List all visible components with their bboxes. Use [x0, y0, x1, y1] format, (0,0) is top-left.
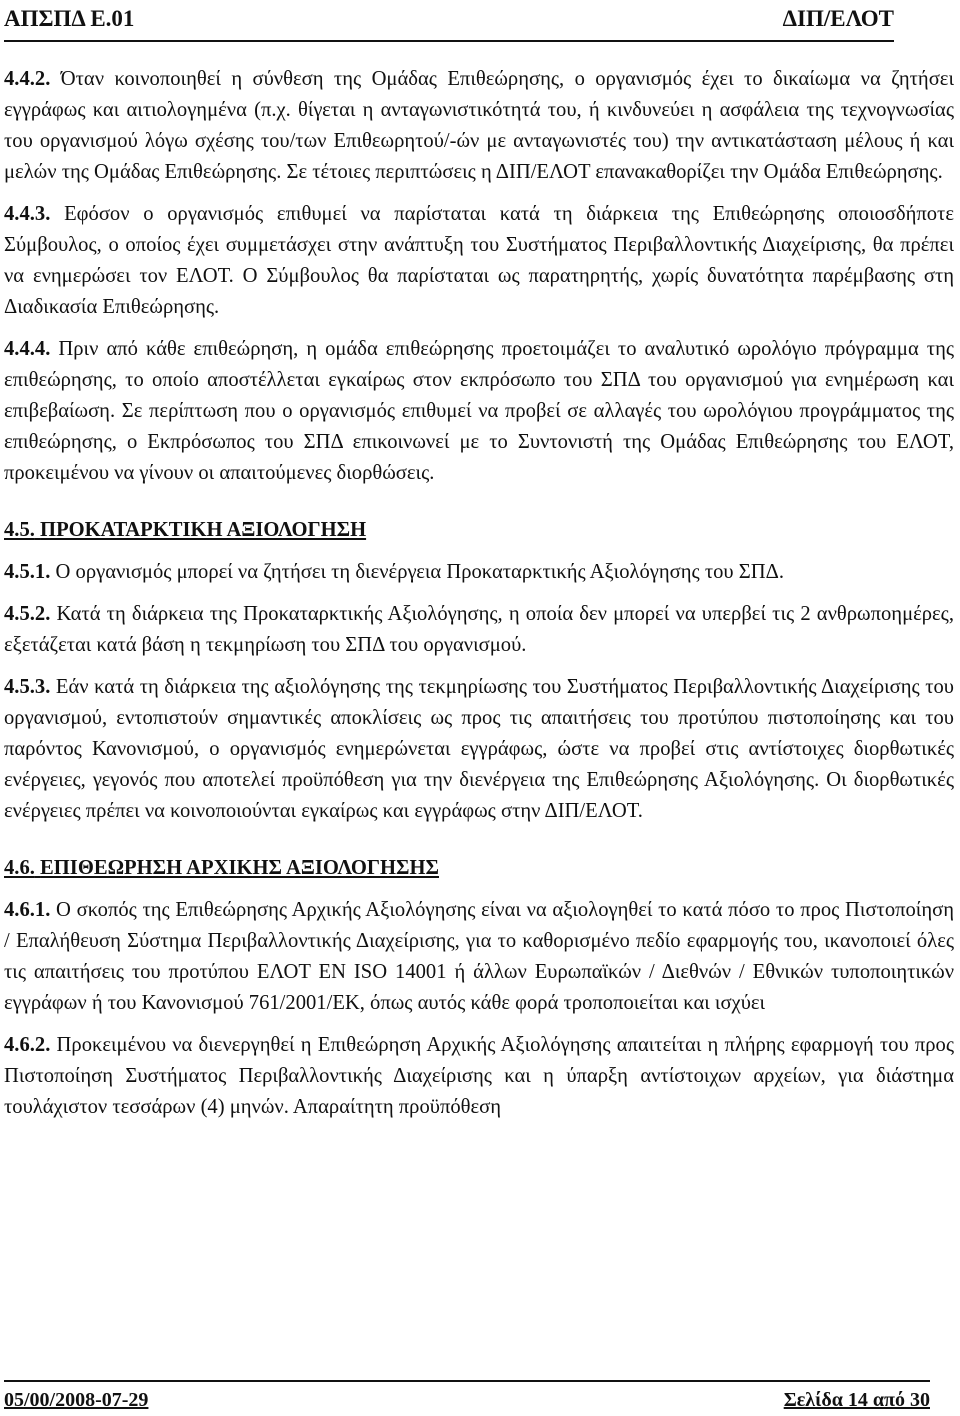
paragraph-4-5-3 [4, 672, 954, 827]
header-org: ΔΙΠ/ΕΛΟΤ [782, 6, 894, 31]
paragraph-text: Εφόσον ο οργανισμός επιθυμεί να παρίσταται κατά τη διάρκεια της Επιθεώρησης οποιοσδήποτε Σύμβουλος, ο οποίος έχει συμμετάσχει στην ανάπτυξη του Συστήματος Περιβαλλοντικής Διαχείρισης, θα πρέπει να ενημερώσει τον ΕΛΟΤ. Ο Σύμβουλος θα παρίσταται ως παρατηρητής, χωρίς δυνατότητα παρέμβασης στη Διαδικασία Επιθεώρησης. [4, 203, 954, 318]
paragraph-4-4-2 [4, 64, 954, 188]
paragraph-text: Ο σκοπός της Επιθεώρησης Αρχικής Αξιολόγησης είναι να αξιολογηθεί το κατά πόσο το προς Πιστοποίηση / Επαλήθευση Σύστημα Περιβαλλοντικής Διαχείρισης, για το καθορισμένο πεδίο εφαρμογής του, ικανοποιεί όλες τις απαιτήσεις του προτύπου ΕΛΟΤ ΕΝ ISO 14001 ή άλλων Ευρωπαϊκών / Διεθνών / Εθνικών τυποποιητικών εγγράφων ή του Κανονισμού 761/2001/ΕΚ, όπως αυτός κάθε φορά τροποποιείται και ισχύει [4, 899, 954, 1014]
paragraph-number: 4.5.1. [4, 561, 51, 583]
paragraph-text: Όταν κοινοποιηθεί η σύνθεση της Ομάδας Επιθεώρησης, ο οργανισμός έχει το δικαίωμα να ζητήσει εγγράφως και αιτιολογημένα (π.χ. θίγεται η ανταγωνιστικότητά του, ή κινδυνεύει η ασφάλεια της τεχνογνωσίας του οργανισμού λόγω σχέσης του/των Επιθεωρητού/-ών με ανταγωνιστές του) την αντικατάσταση μέλους ή και μελών της Ομάδας Επιθεώρησης. Σε τέτοιες περιπτώσεις η ΔΙΠ/ΕΛΟΤ επανακαθορίζει την Ομάδα Επιθεώρησης. [4, 68, 954, 183]
section-heading-4-5 [4, 515, 954, 546]
section-title: ΠΡΟΚΑΤΑΡΚΤΙΚΗ ΑΞΙΟΛΟΓΗΣΗ [40, 519, 367, 541]
paragraph-number: 4.5.3. [4, 676, 51, 698]
page-footer [4, 1380, 930, 1412]
paragraph-text: Εάν κατά τη διάρκεια της αξιολόγησης της τεκμηρίωσης του Συστήματος Περιβαλλοντικής Διαχείρισης του οργανισμού, εντοπιστούν σημαντικές αποκλίσεις ως προς τις απαιτήσεις του προτύπου πιστοποίησης και του παρόντος Κανονισμού, ο οργανισμός ενημερώνεται εγγράφως, ώστε να προβεί στις αντίστοιχες διορθωτικές ενέργειες, γεγονός που αποτελεί προϋπόθεση για την διενέργεια της Επιθεώρησης Αξιολόγησης. Οι διορθωτικές ενέργειες πρέπει να κοινοποιούνται εγκαίρως και εγγράφως στην ΔΙΠ/ΕΛΟΤ. [4, 676, 954, 822]
paragraph-number: 4.6.2. [4, 1034, 51, 1056]
header-doc-code: ΑΠΣΠΔ Ε.01 [4, 6, 135, 31]
paragraph-number: 4.5.2. [4, 603, 51, 625]
section-title: ΕΠΙΘΕΩΡΗΣΗ ΑΡΧΙΚΗΣ ΑΞΙΟΛΟΓΗΣΗΣ [40, 857, 439, 879]
paragraph-text: Πριν από κάθε επιθεώρηση, η ομάδα επιθεώρησης προετοιμάζει το αναλυτικό ωρολόγιο πρόγραμμα της επιθεώρησης, το οποίο αποστέλλεται εγκαίρως στον εκπρόσωπο του ΣΠΔ του οργανισμού για ενημέρωση και επιβεβαίωση. Σε περίπτωση που ο οργανισμός επιθυμεί να προβεί σε αλλαγές του ωρολόγιου προγράμματος της επιθεώρησης, ο Εκπρόσωπος του ΣΠΔ επικοινωνεί με το Συντονιστή της Ομάδας Επιθεώρησης του ΕΛΟΤ, προκειμένου να γίνουν οι απαιτούμενες διορθώσεις. [4, 338, 954, 484]
paragraph-number: 4.4.2. [4, 68, 51, 90]
paragraph-4-5-2 [4, 599, 954, 661]
paragraph-4-4-4 [4, 334, 954, 489]
paragraph-text: Προκειμένου να διενεργηθεί η Επιθεώρηση Αρχικής Αξιολόγησης απαιτείται η πλήρης εφαρμογή του προς Πιστοποίηση Συστήματος Περιβαλλοντικής Διαχείρισης και η ύπαρξη αντίστοιχων αρχείων, για διάστημα τουλάχιστον τεσσάρων (4) μηνών. Απαραίτητη προϋπόθεση [4, 1034, 954, 1118]
paragraph-4-4-3 [4, 199, 954, 323]
paragraph-text: Ο οργανισμός μπορεί να ζητήσει τη διενέργεια Προκαταρκτικής Αξιολόγησης του ΣΠΔ. [55, 561, 785, 583]
paragraph-number: 4.4.3. [4, 203, 51, 225]
footer-revision-date: 05/00/2008-07-29 [4, 1389, 149, 1411]
document-body [4, 64, 954, 1134]
paragraph-4-5-1 [4, 557, 954, 588]
paragraph-4-6-1 [4, 895, 954, 1019]
section-number: 4.6. [4, 857, 35, 879]
footer-page-number: Σελίδα 14 από 30 [783, 1389, 930, 1411]
paragraph-number: 4.4.4. [4, 338, 51, 360]
page-header [4, 6, 894, 42]
section-heading-4-6 [4, 853, 954, 884]
paragraph-number: 4.6.1. [4, 899, 51, 921]
paragraph-4-6-2 [4, 1030, 954, 1123]
section-number: 4.5. [4, 519, 35, 541]
paragraph-text: Κατά τη διάρκεια της Προκαταρκτικής Αξιολόγησης, η οποία δεν μπορεί να υπερβεί τις 2 ανθρωποημέρες, εξετάζεται κατά βάση η τεκμηρίωση του ΣΠΔ του οργανισμού. [4, 603, 954, 656]
